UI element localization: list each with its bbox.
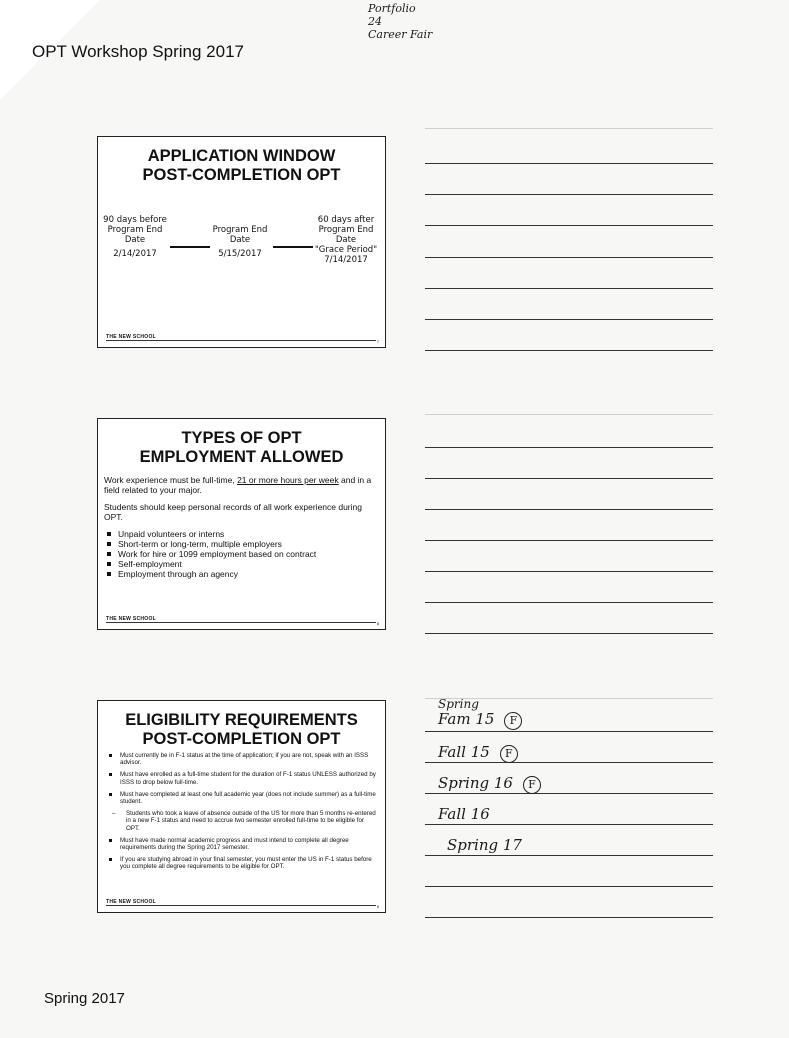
timeline-date: 7/14/2017 xyxy=(324,255,368,265)
intro-paragraph xyxy=(104,475,379,495)
circled-mark: F xyxy=(500,745,518,763)
semester-label: Spring 16 xyxy=(438,774,513,792)
brand-label: THE NEW SCHOOL xyxy=(106,334,376,341)
note-line-rule xyxy=(425,855,713,856)
note-line-rule xyxy=(425,447,713,448)
list-item: Unpaid volunteers or interns xyxy=(118,529,379,539)
list-item: Must have completed at least one full academic year (does not include summer) as a full-time student. xyxy=(120,790,376,806)
list-item: Short-term or long-term, multiple employers xyxy=(118,539,379,549)
note-line-rule xyxy=(425,257,713,258)
list-item: Employment through an agency xyxy=(118,569,379,579)
brand-label: THE NEW SCHOOL xyxy=(106,899,376,906)
note-line: Portfolio xyxy=(368,2,416,15)
timeline-end xyxy=(310,215,382,265)
semester-note: Fall 16 xyxy=(438,805,490,823)
note-lines xyxy=(425,0,713,1038)
note-line-rule xyxy=(425,414,713,415)
text-run: and in a field related to your major. xyxy=(104,475,372,495)
records-paragraph: Students should keep personal records of all work experience during OPT. xyxy=(104,502,362,522)
note-line-rule xyxy=(425,478,713,479)
semester-note xyxy=(438,743,518,763)
timeline-text: Date xyxy=(335,235,357,245)
timeline-text: Date xyxy=(124,235,146,245)
timeline-date: 2/14/2017 xyxy=(113,249,157,259)
slide-title: TYPES OF OPT EMPLOYMENT ALLOWED xyxy=(139,429,344,466)
page-footer: Spring 2017 xyxy=(44,990,125,1007)
list-item: If you are studying abroad in your final semester, you must enter the US in F-1 status before you complete all degree requirements to be eligible for OPT. xyxy=(120,856,377,870)
semester-label: Fam 15 xyxy=(438,710,495,728)
timeline-text: Date xyxy=(229,235,251,245)
text-run-underlined: 21 or more hours per week xyxy=(237,475,339,485)
note-line-rule xyxy=(425,917,713,918)
note-line-rule xyxy=(425,194,713,195)
semester-note xyxy=(438,710,522,730)
timeline-bar xyxy=(170,246,210,248)
slide-title: ELIGIBILITY REQUIREMENTS POST-COMPLETION OPT xyxy=(125,711,358,748)
timeline-bar xyxy=(273,246,313,248)
note-line-rule xyxy=(425,288,713,289)
semester-note: Spring xyxy=(438,697,479,711)
timeline-text: 90 days before xyxy=(103,215,167,225)
slide-application-window xyxy=(97,136,386,348)
slide-number: 9 xyxy=(376,904,379,909)
semester-note: Spring 17 xyxy=(447,836,522,854)
brand-label: THE NEW SCHOOL xyxy=(106,616,376,623)
list-subitem: – Students who took a leave of absence outside of the US for more than 5 months re-entered in a new F-1 status and need to accrue two semester enrolled full-time to be eligible for OPT. xyxy=(120,810,377,832)
list-item: Must have made normal academic progress and must intend to complete all degree requirements during the Spring 2017 semester. xyxy=(120,837,377,851)
employment-types-list xyxy=(104,529,379,579)
timeline-text: Program End xyxy=(107,225,163,235)
list-item: Self-employment xyxy=(118,559,379,569)
semester-label: Fall 15 xyxy=(438,743,490,761)
slide-eligibility xyxy=(97,700,386,913)
note-line-rule xyxy=(425,319,713,320)
timeline-text: "Grace Period" xyxy=(314,245,378,255)
slide-body xyxy=(98,475,385,579)
list-item: Must have enrolled as a full-time student for the duration of F-1 status UNLESS authorized by ISSS to drop below full-time. xyxy=(120,771,376,786)
slide-body xyxy=(98,752,385,871)
slide-number: 7 xyxy=(376,339,379,344)
list-item: Work for hire or 1099 employment based on contract xyxy=(118,549,379,559)
timeline-start xyxy=(100,215,170,259)
page-header: OPT Workshop Spring 2017 xyxy=(32,42,244,61)
timeline-middle xyxy=(205,225,275,259)
slide-title: APPLICATION WINDOW POST-COMPLETION OPT xyxy=(142,147,341,184)
note-line: 24 xyxy=(368,15,382,28)
note-line-rule xyxy=(425,886,713,887)
note-line-rule xyxy=(425,225,713,226)
circled-mark: F xyxy=(523,776,541,794)
list-item: Must currently be in F-1 status at the time of application; if you are not, speak with an ISSS advisor. xyxy=(120,752,377,766)
timeline-text: 60 days after xyxy=(317,215,375,225)
note-line-rule xyxy=(425,540,713,541)
note-line-rule xyxy=(425,571,713,572)
note-line: Career Fair xyxy=(368,28,433,41)
note-line-rule xyxy=(425,633,713,634)
note-line-rule xyxy=(425,824,713,825)
eligibility-list xyxy=(106,752,377,871)
timeline-text: Program End xyxy=(212,225,268,235)
note-line-rule xyxy=(425,128,713,129)
slide-number: 8 xyxy=(376,621,379,626)
note-line-rule xyxy=(425,731,713,732)
note-line-rule xyxy=(425,163,713,164)
timeline-date: 5/15/2017 xyxy=(218,249,262,259)
handwritten-note-top xyxy=(368,2,432,41)
slide-opt-employment xyxy=(97,418,386,630)
text-run: Work experience must be full-time, xyxy=(104,475,238,485)
timeline-text: Program End xyxy=(318,225,374,235)
semester-note xyxy=(438,774,541,794)
note-line-rule xyxy=(425,602,713,603)
note-line-rule xyxy=(425,350,713,351)
circled-mark: F xyxy=(504,712,522,730)
note-line-rule xyxy=(425,509,713,510)
